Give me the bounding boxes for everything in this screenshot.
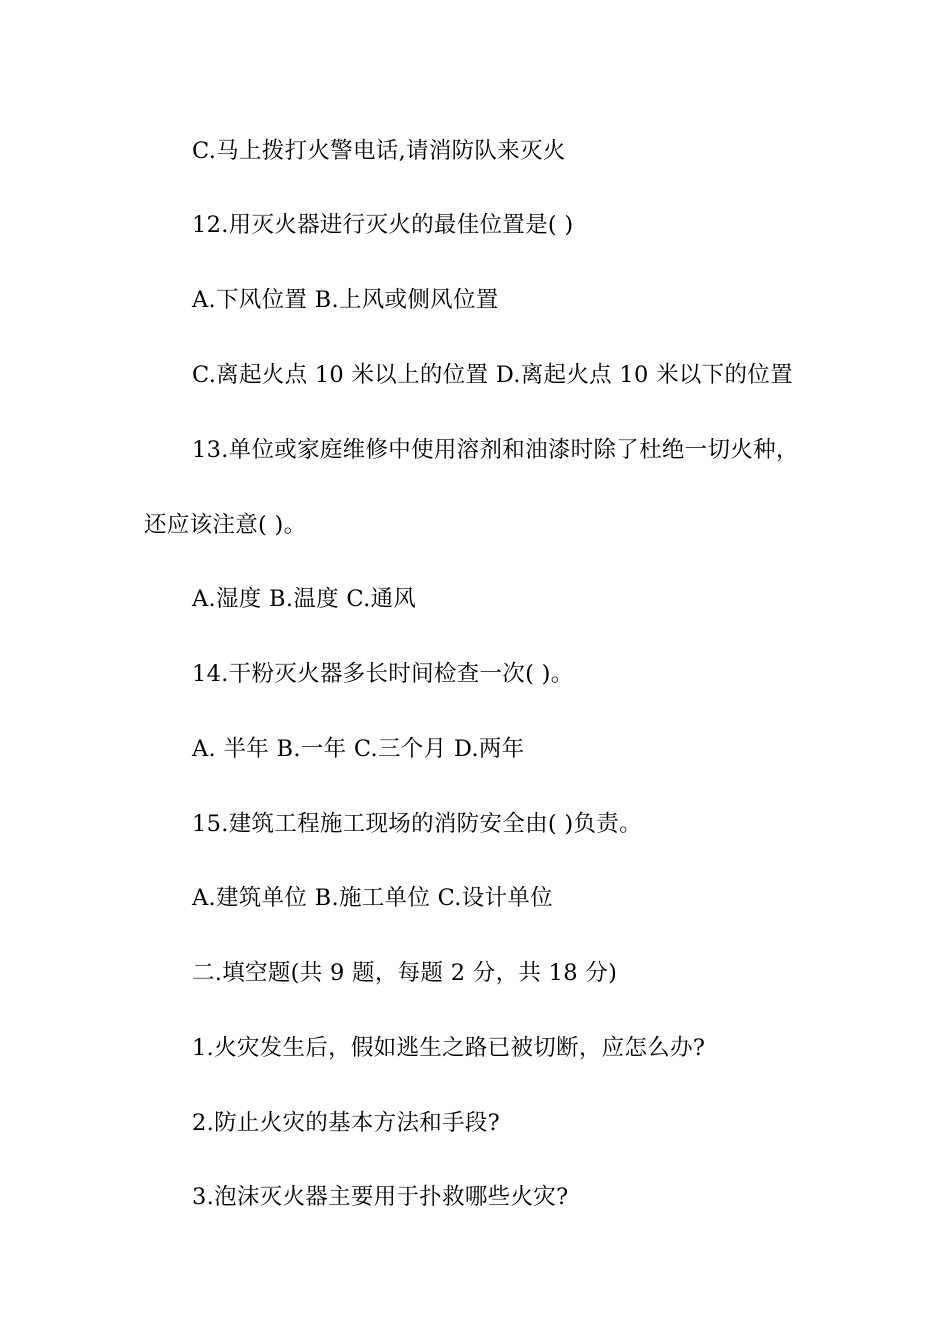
options-q14: A. 半年 B.一年 C.三个月 D.两年: [192, 736, 525, 762]
options-q12-cd: C.离起火点 10 米以上的位置 D.离起火点 10 米以下的位置: [192, 362, 793, 388]
options-q15: A.建筑单位 B.施工单位 C.设计单位: [192, 885, 553, 911]
options-q13: A.湿度 B.温度 C.通风: [192, 586, 417, 612]
question-14: 14.干粉灭火器多长时间检查一次( )。: [192, 661, 574, 687]
options-q12-ab: A.下风位置 B.上风或侧风位置: [192, 287, 499, 313]
fill-question-3: 3.泡沫灭火器主要用于扑救哪些火灾?: [192, 1184, 569, 1210]
fill-question-1: 1.火灾发生后，假如逃生之路已被切断，应怎么办?: [192, 1035, 706, 1061]
option-line-q11-c: C.马上拨打火警电话,请消防队来灭火: [192, 138, 566, 164]
question-12: 12.用灭火器进行灭火的最佳位置是( ): [192, 212, 574, 238]
question-13: 13.单位或家庭维修中使用溶剂和油漆时除了杜绝一切火种，: [192, 437, 799, 463]
fill-question-2: 2.防止火灾的基本方法和手段?: [192, 1110, 501, 1136]
question-13-continued: 还应该注意( )。: [144, 512, 307, 538]
section-heading-fill-in: 二.填空题(共 9 题，每题 2 分，共 18 分): [192, 960, 618, 986]
question-15: 15.建筑工程施工现场的消防安全由( )负责。: [192, 811, 642, 837]
